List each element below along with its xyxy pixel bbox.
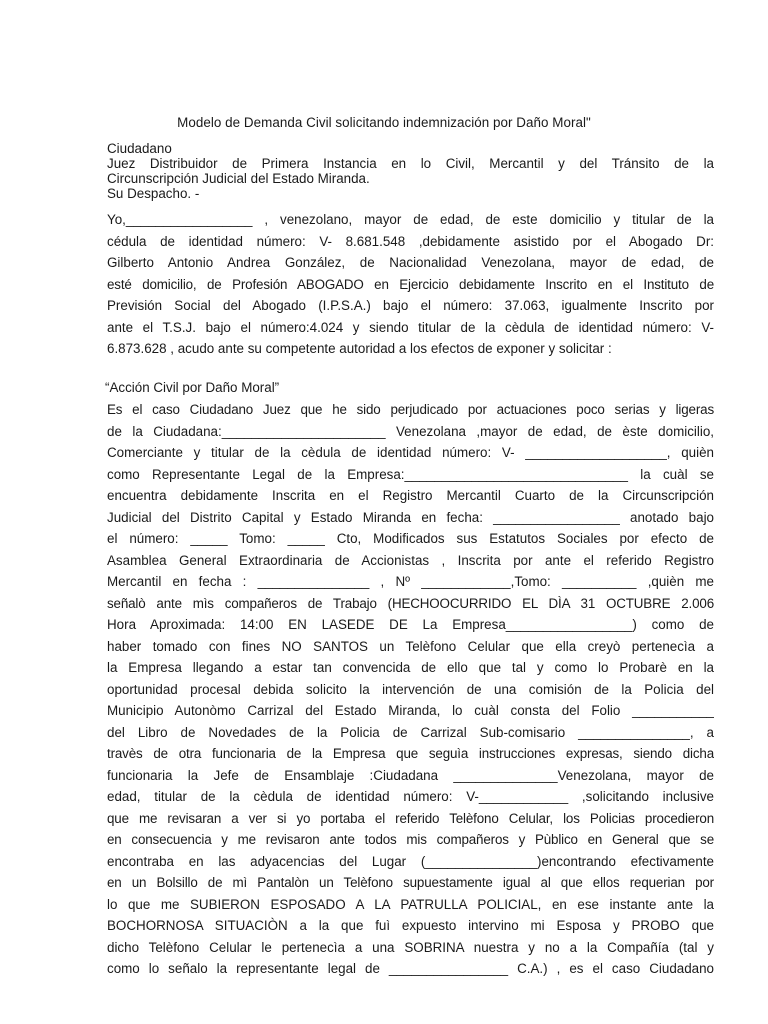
paragraph-line: travès de otra funcionaria de la Empresa que seguìa instrucciones expresas, siendo dicha [107,746,714,761]
paragraph-line: Previsión Social del Abogado (I.P.S.A.) bajo el número: 37.063, igualmente Inscrito por [107,298,714,313]
body-paragraph [107,399,714,980]
paragraph-line: encontraba en las adyacencias del Lugar (_______________)encontrando efectivamente [107,853,714,869]
paragraph-line: en un Bolsillo de mì Pantalòn un Telèfono supuestamente igual al que ellos requerian por [107,875,714,890]
paragraph-line: como lo señalo la representante legal de ________________ C.A.) , es el caso Ciudadano [107,961,714,976]
paragraph-line: Municipio Autonòmo Carrizal del Estado Miranda, lo cuàl consta del Folio ___________ [107,703,714,718]
paragraph-line: el número: _____ Tomo: _____ Cto, Modificados sus Estatutos Sociales por efecto de [107,531,714,546]
paragraph-line: BOCHORNOSA SITUACIÒN a la que fuì expuesto intervino mi Esposa y PROBO que [107,918,714,933]
paragraph-line: lo que me SUBIERON ESPOSADO A LA PATRULLA POLICIAL, en ese instante ante la [107,896,714,912]
paragraph-line: oportunidad procesal debida solicito la intervención de una comisión de la Policia del [107,681,714,697]
paragraph-line: Mercantil en fecha : _______________ , Nº ____________,Tomo: __________ ,quièn me [107,574,714,589]
paragraph-line: de la Ciudadana:______________________ Venezolana ,mayor de edad, de èste domicilio, [107,423,714,439]
paragraph-line: funcionaria la Jefe de Ensamblaje :Ciudadana ______________Venezolana, mayor de [107,767,714,783]
paragraph-line: Yo,_________________ , venezolano, mayor de edad, de este domicilio y titular de la [107,212,714,227]
paragraph-line: que me revisaran a ver si yo portaba el referido Telèfono Celular, los Policias procedieron [107,810,714,826]
paragraph-line: Asamblea General Extraordinaria de Accionistas , Inscrita por ante el referido Registro [107,552,714,568]
paragraph-line: Gilberto Antonio Andrea González, de Nacionalidad Venezolana, mayor de edad, de [107,255,714,270]
paragraph-line: esté domicilio, de Profesión ABOGADO en Ejercicio debidamente Inscrito en el Instituto de [107,276,714,292]
paragraph-line: edad, titular de la cèdula de identidad número: V-____________ ,solicitando inclusive [107,789,714,804]
paragraph-line: señalò ante mìs compañeros de Trabajo (HECHOOCURRIDO EL DÌA 31 OCTUBRE 2.006 [107,595,714,611]
paragraph-line: dicho Telèfono Celular le pertenecìa a una SOBRINA nuestra y no a la Compañía (tal y [107,939,714,955]
paragraph-line: encuentra debidamente Inscrita en el Registro Mercantil Cuarto de la Circunscripción [107,488,714,503]
paragraph-line: 6.873.628 , acudo ante su competente autoridad a los efectos de exponer y solicitar : [107,341,612,356]
paragraph-line: como Representante Legal de la Empresa:______________________________ la cuàl se [107,466,714,482]
address-block [107,141,714,201]
paragraph-line: Es el caso Ciudadano Juez que he sido perjudicado por actuaciones poco serias y ligeras [107,402,714,417]
paragraph-line: cédula de identidad número: V- 8.681.548 ,debidamente asistido por el Abogado Dr: [107,233,714,249]
salutation: Ciudadano [107,141,172,156]
recipient-line: Juez Distribuidor de Primera Instancia en lo Civil, Mercantil y del Tránsito de la [107,156,714,171]
document-title: Modelo de Demanda Civil solicitando indemnización por Daño Moral" [177,115,591,130]
closing-line: Su Despacho. - [107,186,200,201]
paragraph-line: ante el T.S.J. bajo el número:4.024 y siendo titular de la cèdula de identidad número: V- [107,319,714,335]
paragraph-line: Judicial del Distrito Capital y Estado Miranda en fecha: _________________ anotado bajo [107,509,714,525]
paragraph-line: haber tomado con fines NO SANTOS un Telèfono Celular que ella creyò pertenecìa a [107,638,714,654]
paragraph-line: Comerciante y titular de la cèdula de identidad número: V- ___________________, quièn [107,445,714,460]
paragraph-line: Hora Aproximada: 14:00 EN LASEDE DE La Empresa_________________) como de [107,617,714,632]
section-heading: “Acción Civil por Daño Moral” [105,380,280,395]
intro-paragraph [107,209,714,360]
paragraph-line: en consecuencia y me revisaron ante todos mis compañeros y Pùblico en General que se [107,832,714,847]
paragraph-line: la Empresa llegando a estar tan convencida de ello que tal y como lo Probarè en la [107,660,714,675]
paragraph-line: del Libro de Novedades de la Policia de Carrizal Sub-comisario _______________, a [107,724,714,740]
recipient-line: Circunscripción Judicial del Estado Miranda. [107,171,370,186]
